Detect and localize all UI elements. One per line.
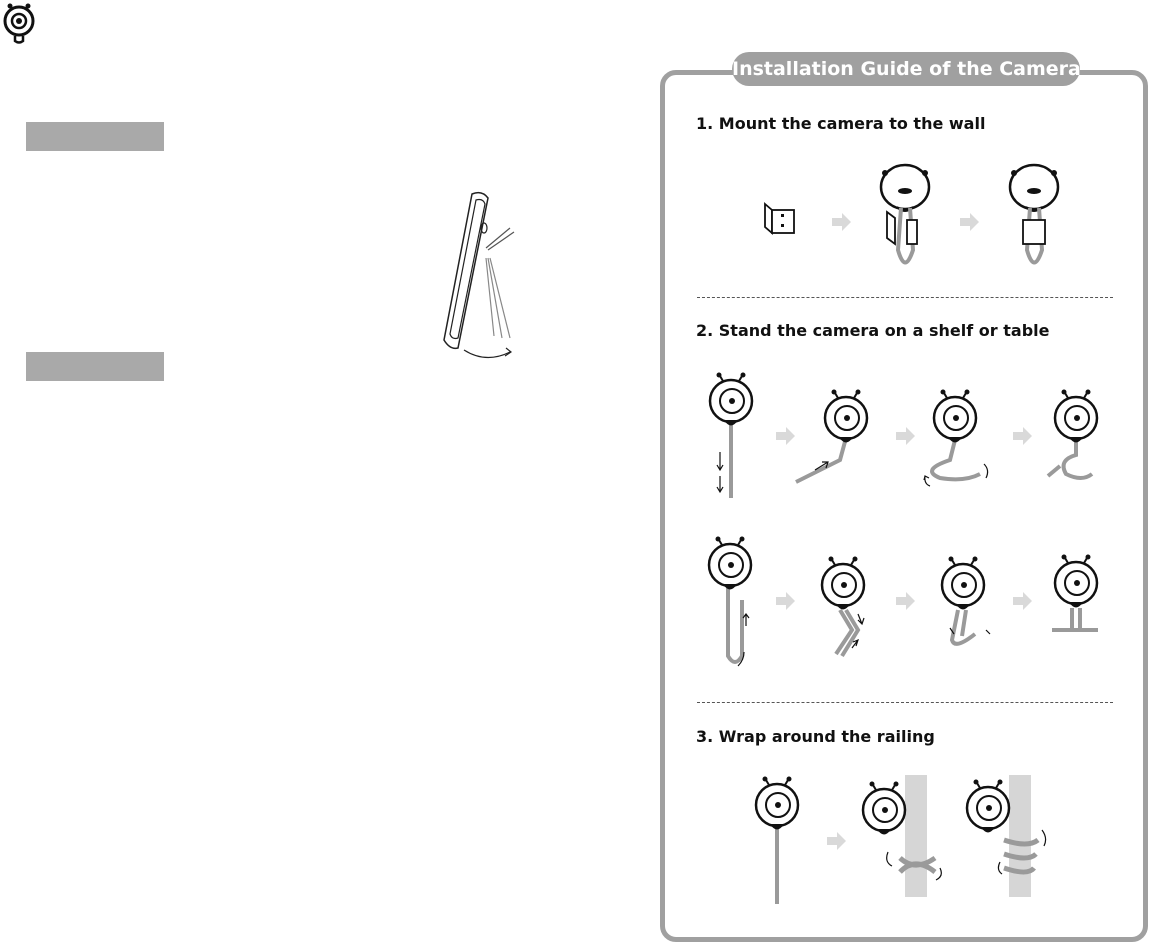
camera-icon xyxy=(1048,390,1097,479)
camera-icon xyxy=(709,537,751,667)
right-arrow-icon xyxy=(1013,592,1032,610)
wall-bracket-icon xyxy=(765,204,794,233)
right-arrow-icon xyxy=(776,427,795,445)
right-arrow-icon xyxy=(960,213,979,231)
panel-title: Installation Guide of the Camera xyxy=(732,52,1080,86)
step-1-title: 1. Mount the camera to the wall xyxy=(696,114,986,133)
camera-icon xyxy=(1052,555,1098,631)
camera-icon xyxy=(822,557,864,657)
camera-icon xyxy=(1010,165,1058,263)
right-arrow-icon xyxy=(832,213,851,231)
camera-icon xyxy=(756,777,798,905)
right-arrow-icon xyxy=(1013,427,1032,445)
railing-icon xyxy=(998,775,1045,897)
camera-icon xyxy=(796,390,867,483)
right-arrow-icon xyxy=(896,592,915,610)
right-arrow-icon xyxy=(827,832,846,850)
camera-icon xyxy=(881,165,929,263)
camera-icon xyxy=(942,557,990,644)
camera-icon xyxy=(710,373,752,499)
camera-icon xyxy=(924,390,988,487)
camera-icon xyxy=(863,782,905,835)
step-2-title: 2. Stand the camera on a shelf or table xyxy=(696,321,1050,340)
right-arrow-icon xyxy=(776,592,795,610)
camera-icon xyxy=(967,780,1009,833)
right-arrow-icon xyxy=(896,427,915,445)
step-3-title: 3. Wrap around the railing xyxy=(696,727,935,746)
